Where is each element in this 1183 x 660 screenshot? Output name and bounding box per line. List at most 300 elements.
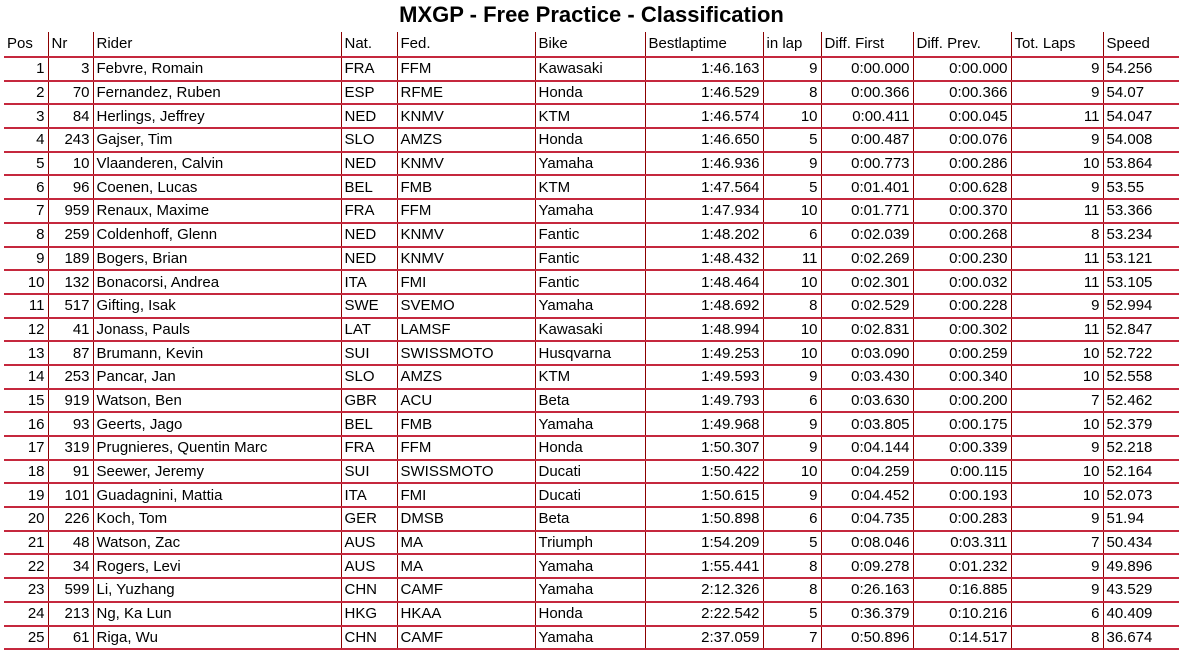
cell-pos: 5 [4, 152, 48, 176]
cell-tot-laps: 10 [1011, 365, 1103, 389]
cell-diff-first: 0:02.269 [821, 247, 913, 271]
cell-nat: NED [341, 152, 397, 176]
cell-pos: 6 [4, 175, 48, 199]
cell-pos: 2 [4, 81, 48, 105]
cell-speed: 49.896 [1103, 554, 1179, 578]
cell-in-lap: 6 [763, 389, 821, 413]
cell-in-lap: 5 [763, 175, 821, 199]
cell-diff-first: 0:04.735 [821, 507, 913, 531]
cell-nat: SLO [341, 128, 397, 152]
cell-nat: SUI [341, 460, 397, 484]
cell-in-lap: 10 [763, 341, 821, 365]
cell-speed: 53.366 [1103, 199, 1179, 223]
cell-fed: KNMV [397, 104, 535, 128]
cell-bike: Husqvarna [535, 341, 645, 365]
column-header-diff-first: Diff. First [821, 32, 913, 57]
cell-pos: 23 [4, 578, 48, 602]
cell-nat: ESP [341, 81, 397, 105]
cell-nat: FRA [341, 199, 397, 223]
cell-rider: Pancar, Jan [93, 365, 341, 389]
cell-tot-laps: 10 [1011, 412, 1103, 436]
cell-pos: 24 [4, 602, 48, 626]
cell-tot-laps: 9 [1011, 554, 1103, 578]
cell-bestlaptime: 1:50.422 [645, 460, 763, 484]
cell-tot-laps: 9 [1011, 507, 1103, 531]
cell-rider: Brumann, Kevin [93, 341, 341, 365]
cell-fed: FFM [397, 199, 535, 223]
cell-bike: Triumph [535, 531, 645, 555]
cell-diff-prev: 0:16.885 [913, 578, 1011, 602]
table-row [4, 483, 1179, 507]
cell-bestlaptime: 1:46.163 [645, 57, 763, 81]
cell-tot-laps: 7 [1011, 531, 1103, 555]
cell-tot-laps: 9 [1011, 81, 1103, 105]
column-header-bestlaptime: Bestlaptime [645, 32, 763, 57]
cell-diff-first: 0:00.773 [821, 152, 913, 176]
cell-pos: 12 [4, 318, 48, 342]
cell-bike: Honda [535, 81, 645, 105]
table-row [4, 531, 1179, 555]
table-row [4, 175, 1179, 199]
cell-bike: KTM [535, 365, 645, 389]
cell-nr: 34 [48, 554, 93, 578]
cell-diff-first: 0:03.805 [821, 412, 913, 436]
cell-diff-first: 0:02.301 [821, 270, 913, 294]
cell-diff-prev: 0:00.193 [913, 483, 1011, 507]
cell-rider: Gifting, Isak [93, 294, 341, 318]
cell-rider: Seewer, Jeremy [93, 460, 341, 484]
cell-diff-prev: 0:00.628 [913, 175, 1011, 199]
cell-nat: GER [341, 507, 397, 531]
cell-in-lap: 8 [763, 294, 821, 318]
cell-nat: CHN [341, 626, 397, 650]
cell-speed: 53.121 [1103, 247, 1179, 271]
cell-bike: Yamaha [535, 412, 645, 436]
cell-fed: ACU [397, 389, 535, 413]
cell-bestlaptime: 1:48.692 [645, 294, 763, 318]
cell-speed: 52.462 [1103, 389, 1179, 413]
cell-tot-laps: 9 [1011, 57, 1103, 81]
cell-nat: BEL [341, 175, 397, 199]
cell-fed: HKAA [397, 602, 535, 626]
cell-fed: LAMSF [397, 318, 535, 342]
cell-nat: FRA [341, 57, 397, 81]
cell-bestlaptime: 1:46.529 [645, 81, 763, 105]
cell-nat: CHN [341, 578, 397, 602]
cell-nr: 70 [48, 81, 93, 105]
column-header-tot-laps: Tot. Laps [1011, 32, 1103, 57]
cell-diff-prev: 0:00.115 [913, 460, 1011, 484]
table-row [4, 389, 1179, 413]
cell-nr: 253 [48, 365, 93, 389]
cell-in-lap: 9 [763, 483, 821, 507]
cell-bike: KTM [535, 104, 645, 128]
cell-rider: Fernandez, Ruben [93, 81, 341, 105]
cell-bestlaptime: 1:46.650 [645, 128, 763, 152]
cell-nr: 919 [48, 389, 93, 413]
cell-nat: GBR [341, 389, 397, 413]
cell-fed: KNMV [397, 152, 535, 176]
cell-bike: Ducati [535, 460, 645, 484]
cell-bestlaptime: 2:22.542 [645, 602, 763, 626]
cell-bestlaptime: 1:47.934 [645, 199, 763, 223]
cell-nat: FRA [341, 436, 397, 460]
cell-tot-laps: 7 [1011, 389, 1103, 413]
cell-pos: 13 [4, 341, 48, 365]
cell-bestlaptime: 1:48.464 [645, 270, 763, 294]
cell-rider: Koch, Tom [93, 507, 341, 531]
cell-diff-prev: 0:00.200 [913, 389, 1011, 413]
cell-nr: 87 [48, 341, 93, 365]
cell-pos: 22 [4, 554, 48, 578]
cell-diff-first: 0:00.366 [821, 81, 913, 105]
cell-in-lap: 9 [763, 436, 821, 460]
cell-bestlaptime: 2:12.326 [645, 578, 763, 602]
table-row [4, 104, 1179, 128]
cell-diff-prev: 0:00.283 [913, 507, 1011, 531]
cell-fed: AMZS [397, 128, 535, 152]
cell-speed: 50.434 [1103, 531, 1179, 555]
cell-bike: KTM [535, 175, 645, 199]
cell-nat: SWE [341, 294, 397, 318]
cell-nr: 84 [48, 104, 93, 128]
cell-in-lap: 10 [763, 270, 821, 294]
cell-rider: Geerts, Jago [93, 412, 341, 436]
cell-nr: 41 [48, 318, 93, 342]
column-header-diff-prev: Diff. Prev. [913, 32, 1011, 57]
cell-diff-prev: 0:00.228 [913, 294, 1011, 318]
cell-speed: 52.994 [1103, 294, 1179, 318]
cell-rider: Coldenhoff, Glenn [93, 223, 341, 247]
cell-bestlaptime: 1:49.968 [645, 412, 763, 436]
cell-diff-prev: 0:03.311 [913, 531, 1011, 555]
cell-diff-first: 0:04.144 [821, 436, 913, 460]
cell-fed: SVEMO [397, 294, 535, 318]
cell-speed: 52.847 [1103, 318, 1179, 342]
cell-nat: NED [341, 104, 397, 128]
table-row [4, 223, 1179, 247]
cell-bike: Honda [535, 602, 645, 626]
cell-in-lap: 5 [763, 128, 821, 152]
cell-in-lap: 6 [763, 223, 821, 247]
cell-bike: Yamaha [535, 199, 645, 223]
cell-bike: Yamaha [535, 626, 645, 650]
cell-rider: Riga, Wu [93, 626, 341, 650]
cell-speed: 52.558 [1103, 365, 1179, 389]
cell-nat: BEL [341, 412, 397, 436]
cell-in-lap: 8 [763, 81, 821, 105]
cell-diff-prev: 0:14.517 [913, 626, 1011, 650]
table-row [4, 57, 1179, 81]
table-body [4, 57, 1179, 649]
cell-nr: 3 [48, 57, 93, 81]
cell-fed: KNMV [397, 223, 535, 247]
cell-speed: 52.218 [1103, 436, 1179, 460]
cell-tot-laps: 11 [1011, 270, 1103, 294]
cell-bike: Beta [535, 507, 645, 531]
cell-fed: FMI [397, 483, 535, 507]
cell-tot-laps: 9 [1011, 175, 1103, 199]
cell-diff-first: 0:01.401 [821, 175, 913, 199]
cell-in-lap: 5 [763, 602, 821, 626]
cell-pos: 10 [4, 270, 48, 294]
cell-bestlaptime: 1:46.936 [645, 152, 763, 176]
cell-nr: 959 [48, 199, 93, 223]
column-header-speed: Speed [1103, 32, 1179, 57]
cell-speed: 52.379 [1103, 412, 1179, 436]
cell-nat: AUS [341, 554, 397, 578]
cell-in-lap: 9 [763, 152, 821, 176]
cell-diff-prev: 0:00.000 [913, 57, 1011, 81]
cell-diff-first: 0:03.090 [821, 341, 913, 365]
cell-speed: 53.234 [1103, 223, 1179, 247]
cell-pos: 15 [4, 389, 48, 413]
cell-diff-prev: 0:00.230 [913, 247, 1011, 271]
cell-in-lap: 10 [763, 318, 821, 342]
cell-nat: NED [341, 247, 397, 271]
cell-fed: KNMV [397, 247, 535, 271]
cell-diff-first: 0:00.411 [821, 104, 913, 128]
table-row [4, 318, 1179, 342]
cell-tot-laps: 9 [1011, 128, 1103, 152]
cell-diff-first: 0:03.630 [821, 389, 913, 413]
cell-diff-first: 0:02.529 [821, 294, 913, 318]
cell-tot-laps: 11 [1011, 199, 1103, 223]
cell-diff-prev: 0:00.259 [913, 341, 1011, 365]
cell-bestlaptime: 1:54.209 [645, 531, 763, 555]
cell-diff-prev: 0:00.340 [913, 365, 1011, 389]
cell-nat: LAT [341, 318, 397, 342]
table-row [4, 247, 1179, 271]
cell-diff-first: 0:03.430 [821, 365, 913, 389]
cell-pos: 14 [4, 365, 48, 389]
cell-diff-prev: 0:00.339 [913, 436, 1011, 460]
cell-nr: 517 [48, 294, 93, 318]
cell-rider: Renaux, Maxime [93, 199, 341, 223]
cell-nat: ITA [341, 270, 397, 294]
cell-nr: 101 [48, 483, 93, 507]
cell-fed: CAMF [397, 578, 535, 602]
table-row [4, 152, 1179, 176]
cell-speed: 52.164 [1103, 460, 1179, 484]
cell-in-lap: 6 [763, 507, 821, 531]
cell-pos: 3 [4, 104, 48, 128]
cell-rider: Bogers, Brian [93, 247, 341, 271]
cell-nr: 319 [48, 436, 93, 460]
cell-diff-first: 0:36.379 [821, 602, 913, 626]
table-row [4, 602, 1179, 626]
cell-bestlaptime: 1:47.564 [645, 175, 763, 199]
classification-table [4, 32, 1179, 650]
table-row [4, 199, 1179, 223]
cell-bestlaptime: 1:48.202 [645, 223, 763, 247]
cell-tot-laps: 10 [1011, 460, 1103, 484]
table-row [4, 412, 1179, 436]
cell-in-lap: 10 [763, 199, 821, 223]
column-header-in-lap: in lap [763, 32, 821, 57]
cell-tot-laps: 11 [1011, 104, 1103, 128]
cell-nat: HKG [341, 602, 397, 626]
column-header-nr: Nr [48, 32, 93, 57]
cell-fed: SWISSMOTO [397, 341, 535, 365]
cell-bike: Yamaha [535, 294, 645, 318]
page-title: MXGP - Free Practice - Classification [399, 2, 784, 27]
cell-pos: 17 [4, 436, 48, 460]
cell-bestlaptime: 1:50.307 [645, 436, 763, 460]
cell-pos: 21 [4, 531, 48, 555]
cell-tot-laps: 6 [1011, 602, 1103, 626]
cell-diff-first: 0:02.831 [821, 318, 913, 342]
cell-rider: Gajser, Tim [93, 128, 341, 152]
cell-bestlaptime: 2:37.059 [645, 626, 763, 650]
cell-fed: CAMF [397, 626, 535, 650]
cell-fed: MA [397, 531, 535, 555]
cell-fed: RFME [397, 81, 535, 105]
cell-fed: FMI [397, 270, 535, 294]
cell-bestlaptime: 1:50.615 [645, 483, 763, 507]
cell-bestlaptime: 1:49.253 [645, 341, 763, 365]
cell-bike: Honda [535, 128, 645, 152]
cell-pos: 18 [4, 460, 48, 484]
cell-bestlaptime: 1:48.994 [645, 318, 763, 342]
cell-diff-first: 0:09.278 [821, 554, 913, 578]
cell-speed: 53.864 [1103, 152, 1179, 176]
table-row [4, 270, 1179, 294]
cell-pos: 4 [4, 128, 48, 152]
cell-speed: 53.55 [1103, 175, 1179, 199]
cell-in-lap: 7 [763, 626, 821, 650]
cell-speed: 54.008 [1103, 128, 1179, 152]
cell-nr: 132 [48, 270, 93, 294]
cell-diff-prev: 0:00.175 [913, 412, 1011, 436]
cell-diff-first: 0:50.896 [821, 626, 913, 650]
cell-speed: 43.529 [1103, 578, 1179, 602]
cell-diff-first: 0:02.039 [821, 223, 913, 247]
cell-diff-prev: 0:01.232 [913, 554, 1011, 578]
cell-rider: Watson, Zac [93, 531, 341, 555]
cell-nr: 213 [48, 602, 93, 626]
cell-rider: Febvre, Romain [93, 57, 341, 81]
table-row [4, 341, 1179, 365]
cell-nat: AUS [341, 531, 397, 555]
cell-nr: 96 [48, 175, 93, 199]
cell-fed: MA [397, 554, 535, 578]
cell-pos: 7 [4, 199, 48, 223]
cell-rider: Herlings, Jeffrey [93, 104, 341, 128]
cell-nr: 48 [48, 531, 93, 555]
cell-diff-prev: 0:00.302 [913, 318, 1011, 342]
cell-diff-first: 0:04.259 [821, 460, 913, 484]
cell-diff-prev: 0:00.370 [913, 199, 1011, 223]
cell-bike: Fantic [535, 247, 645, 271]
cell-bike: Beta [535, 389, 645, 413]
cell-nat: ITA [341, 483, 397, 507]
cell-bestlaptime: 1:49.593 [645, 365, 763, 389]
cell-fed: FFM [397, 57, 535, 81]
cell-tot-laps: 8 [1011, 626, 1103, 650]
cell-pos: 8 [4, 223, 48, 247]
cell-tot-laps: 9 [1011, 578, 1103, 602]
cell-rider: Guadagnini, Mattia [93, 483, 341, 507]
table-row [4, 626, 1179, 650]
cell-bestlaptime: 1:50.898 [645, 507, 763, 531]
cell-bike: Ducati [535, 483, 645, 507]
cell-speed: 52.722 [1103, 341, 1179, 365]
cell-tot-laps: 11 [1011, 318, 1103, 342]
cell-nr: 10 [48, 152, 93, 176]
cell-nr: 61 [48, 626, 93, 650]
cell-tot-laps: 9 [1011, 436, 1103, 460]
column-header-pos: Pos [4, 32, 48, 57]
table-row [4, 507, 1179, 531]
cell-diff-prev: 0:00.032 [913, 270, 1011, 294]
cell-diff-prev: 0:00.286 [913, 152, 1011, 176]
cell-fed: DMSB [397, 507, 535, 531]
cell-diff-first: 0:01.771 [821, 199, 913, 223]
cell-fed: AMZS [397, 365, 535, 389]
table-header-row [4, 32, 1179, 57]
cell-rider: Watson, Ben [93, 389, 341, 413]
cell-bestlaptime: 1:46.574 [645, 104, 763, 128]
cell-in-lap: 8 [763, 554, 821, 578]
column-header-fed: Fed. [397, 32, 535, 57]
cell-nat: SUI [341, 341, 397, 365]
cell-diff-prev: 0:00.076 [913, 128, 1011, 152]
cell-diff-first: 0:00.487 [821, 128, 913, 152]
cell-bestlaptime: 1:49.793 [645, 389, 763, 413]
cell-nr: 93 [48, 412, 93, 436]
cell-diff-first: 0:08.046 [821, 531, 913, 555]
cell-speed: 40.409 [1103, 602, 1179, 626]
cell-in-lap: 9 [763, 412, 821, 436]
cell-bestlaptime: 1:48.432 [645, 247, 763, 271]
cell-pos: 1 [4, 57, 48, 81]
cell-in-lap: 9 [763, 365, 821, 389]
cell-diff-prev: 0:10.216 [913, 602, 1011, 626]
cell-rider: Jonass, Pauls [93, 318, 341, 342]
cell-diff-first: 0:26.163 [821, 578, 913, 602]
cell-in-lap: 8 [763, 578, 821, 602]
cell-speed: 36.674 [1103, 626, 1179, 650]
cell-in-lap: 11 [763, 247, 821, 271]
cell-bike: Fantic [535, 223, 645, 247]
table-row [4, 554, 1179, 578]
cell-bike: Yamaha [535, 578, 645, 602]
cell-tot-laps: 10 [1011, 341, 1103, 365]
cell-speed: 51.94 [1103, 507, 1179, 531]
cell-fed: FMB [397, 175, 535, 199]
cell-rider: Li, Yuzhang [93, 578, 341, 602]
cell-rider: Coenen, Lucas [93, 175, 341, 199]
cell-speed: 52.073 [1103, 483, 1179, 507]
table-row [4, 294, 1179, 318]
column-header-bike: Bike [535, 32, 645, 57]
cell-fed: FFM [397, 436, 535, 460]
cell-rider: Vlaanderen, Calvin [93, 152, 341, 176]
cell-fed: SWISSMOTO [397, 460, 535, 484]
table-row [4, 128, 1179, 152]
cell-fed: FMB [397, 412, 535, 436]
cell-pos: 25 [4, 626, 48, 650]
cell-tot-laps: 11 [1011, 247, 1103, 271]
cell-bike: Kawasaki [535, 318, 645, 342]
table-row [4, 436, 1179, 460]
table-row [4, 460, 1179, 484]
table-row [4, 365, 1179, 389]
cell-nr: 599 [48, 578, 93, 602]
cell-nat: SLO [341, 365, 397, 389]
cell-pos: 19 [4, 483, 48, 507]
